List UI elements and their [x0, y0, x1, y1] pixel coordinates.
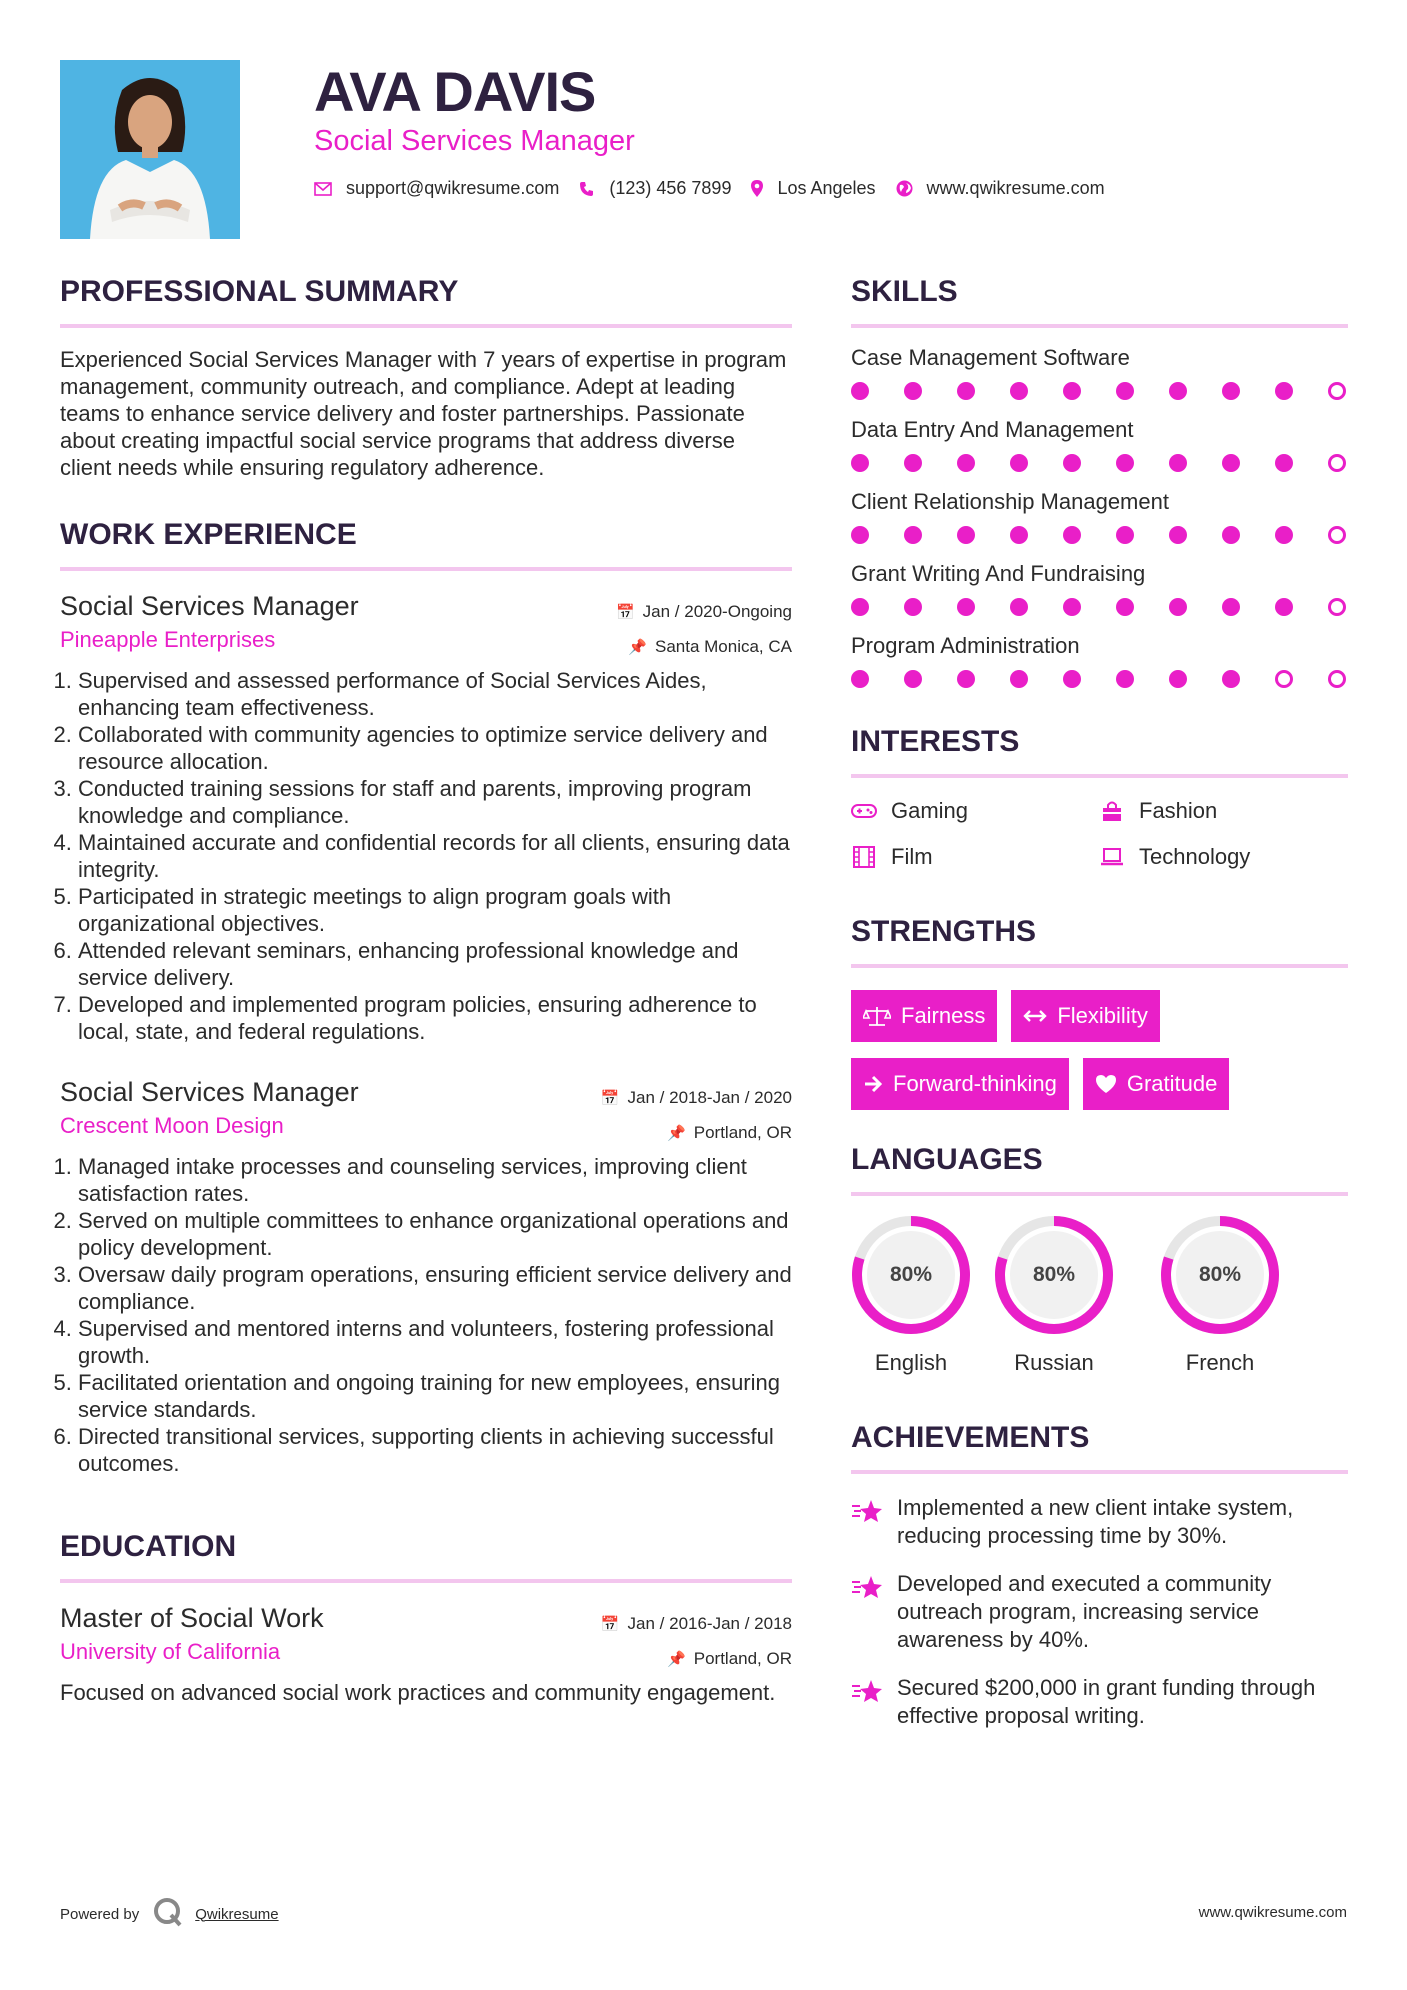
list-item: 4. Maintained accurate and confidential records for all clients, ensuring data integrity.	[78, 829, 792, 883]
interest-item	[1099, 842, 1347, 872]
job-duties	[60, 1153, 792, 1477]
job-duties	[60, 667, 792, 1045]
phone-icon	[579, 181, 595, 197]
section-divider	[851, 964, 1348, 968]
languages-list	[851, 1214, 1348, 1378]
education-location: Portland, OR	[693, 1649, 792, 1668]
section-divider	[60, 324, 792, 328]
section-divider	[60, 567, 792, 571]
skill-item	[851, 344, 1348, 400]
rating-dot-filled	[1222, 382, 1240, 400]
left-column	[60, 272, 792, 1706]
footer-website[interactable]: www.qwikresume.com	[1198, 1904, 1347, 1921]
skill-item	[851, 632, 1348, 688]
skill-rating	[851, 598, 1348, 616]
section-title: PROFESSIONAL SUMMARY	[60, 275, 459, 308]
skill-name: Client Relationship Management	[851, 489, 1169, 514]
contact-website[interactable]: www.qwikresume.com	[926, 178, 1105, 198]
rating-dot-filled	[957, 382, 975, 400]
language-percent: 80%	[889, 1263, 933, 1286]
strength-label: Fairness	[901, 1003, 986, 1028]
achievement-item	[851, 1570, 1348, 1654]
job-dates: Jan / 2018-Jan / 2020	[627, 1088, 792, 1107]
achievement-text: Secured $200,000 in grant funding through effective proposal writing.	[897, 1675, 1316, 1728]
rating-dot-filled	[1010, 454, 1028, 472]
arrow-right-icon	[863, 1075, 883, 1093]
balance-scale-icon	[863, 1005, 891, 1027]
skill-rating	[851, 526, 1348, 544]
rating-dot-filled	[851, 526, 869, 544]
list-item: 1. Supervised and assessed performance of Social Services Aides, enhancing team effectiveness.	[78, 667, 792, 721]
rating-dot-empty	[1328, 670, 1346, 688]
rating-dot-filled	[957, 526, 975, 544]
achievements-section	[851, 1418, 1348, 1730]
skill-name: Program Administration	[851, 633, 1080, 658]
rating-dot-filled	[1222, 526, 1240, 544]
rating-dot-filled	[851, 382, 869, 400]
candidate-role: Social Services Manager	[314, 125, 635, 157]
skill-item	[851, 488, 1348, 544]
rating-dot-filled	[1063, 670, 1081, 688]
education-description: Focused on advanced social work practices and community engagement.	[60, 1680, 776, 1705]
rating-dot-filled	[904, 670, 922, 688]
shooting-star-icon	[851, 1494, 885, 1550]
contact-location: Los Angeles	[777, 178, 876, 198]
rating-dot-filled	[1116, 382, 1134, 400]
job-entry	[60, 589, 792, 1045]
rating-dot-filled	[851, 670, 869, 688]
rating-dot-filled	[1010, 598, 1028, 616]
education-entry	[60, 1601, 792, 1706]
interest-label: Film	[891, 844, 933, 869]
interests-grid	[851, 796, 1348, 872]
achievement-item	[851, 1674, 1348, 1730]
rating-dot-filled	[957, 454, 975, 472]
section-title: SKILLS	[851, 275, 958, 308]
rating-dot-filled	[1063, 454, 1081, 472]
list-item: 3. Conducted training sessions for staff and parents, improving program knowledge and compliance.	[78, 775, 792, 829]
laptop-icon	[1099, 844, 1125, 870]
strength-label: Forward-thinking	[893, 1071, 1057, 1096]
rating-dot-filled	[1222, 670, 1240, 688]
language-item	[971, 1214, 1137, 1378]
list-item: 7. Developed and implemented program policies, ensuring adherence to local, state, and federal regulations.	[78, 991, 792, 1045]
rating-dot-filled	[1275, 598, 1293, 616]
skills-list	[851, 344, 1348, 688]
education-section	[60, 1527, 792, 1706]
rating-dot-filled	[1169, 598, 1187, 616]
film-icon	[851, 844, 877, 870]
shopping-bag-icon	[1099, 798, 1125, 824]
section-divider	[851, 1470, 1348, 1474]
language-percent: 80%	[1032, 1263, 1076, 1286]
globe-icon	[896, 180, 913, 197]
interest-item	[851, 796, 1099, 826]
strength-badge	[851, 1058, 1069, 1110]
job-location: Portland, OR	[693, 1123, 792, 1142]
arrows-horizontal-icon	[1023, 1009, 1047, 1023]
section-title: WORK EXPERIENCE	[60, 518, 357, 551]
strength-label: Gratitude	[1126, 1071, 1218, 1096]
strengths-list	[851, 990, 1348, 1110]
rating-dot-filled	[904, 454, 922, 472]
skill-name: Grant Writing And Fundraising	[851, 561, 1146, 586]
list-item: 3. Oversaw daily program operations, ensuring efficient service delivery and compliance.	[78, 1261, 792, 1315]
list-item: 4. Supervised and mentored interns and volunteers, fostering professional growth.	[78, 1315, 792, 1369]
language-item	[851, 1214, 971, 1378]
strength-badge	[851, 990, 997, 1042]
job-company: Crescent Moon Design	[60, 1113, 284, 1138]
rating-dot-filled	[1222, 598, 1240, 616]
shooting-star-icon	[851, 1674, 885, 1730]
language-name: Russian	[1014, 1350, 1094, 1375]
interest-item	[851, 842, 1099, 872]
skill-item	[851, 560, 1348, 616]
languages-section	[851, 1140, 1348, 1378]
strengths-section	[851, 912, 1348, 1110]
summary-section	[60, 272, 792, 481]
job-company: Pineapple Enterprises	[60, 627, 276, 652]
powered-by-label: Powered by	[60, 1905, 140, 1923]
section-title: STRENGTHS	[851, 915, 1037, 948]
right-column	[851, 272, 1348, 1730]
rating-dot-filled	[851, 598, 869, 616]
rating-dot-filled	[1222, 454, 1240, 472]
rating-dot-empty	[1275, 670, 1293, 688]
rating-dot-filled	[851, 454, 869, 472]
list-item: 6. Directed transitional services, supporting clients in achieving successful outcomes.	[78, 1423, 792, 1477]
school-name: University of California	[60, 1639, 281, 1664]
skill-name: Case Management Software	[851, 345, 1130, 370]
rating-dot-empty	[1328, 454, 1346, 472]
section-title: ACHIEVEMENTS	[851, 1421, 1090, 1454]
language-progress-ring	[993, 1214, 1115, 1336]
rating-dot-filled	[1116, 454, 1134, 472]
job-meta	[601, 1081, 792, 1151]
section-title: EDUCATION	[60, 1530, 237, 1563]
contact-phone[interactable]: (123) 456 7899	[609, 178, 732, 198]
rating-dot-filled	[1063, 526, 1081, 544]
rating-dot-filled	[1169, 454, 1187, 472]
job-meta	[616, 595, 792, 665]
rating-dot-filled	[1169, 382, 1187, 400]
rating-dot-filled	[1116, 526, 1134, 544]
footer-powered-by	[60, 1897, 279, 1931]
degree-title: Master of Social Work	[60, 1603, 324, 1633]
achievement-text: Implemented a new client intake system, reducing processing time by 30%.	[897, 1495, 1294, 1548]
calendar-icon: 📅	[600, 1616, 620, 1633]
job-location: Santa Monica, CA	[654, 637, 792, 656]
heart-icon	[1095, 1074, 1117, 1094]
list-item: 5. Facilitated orientation and ongoing training for new employees, ensuring service standards.	[78, 1369, 792, 1423]
rating-dot-filled	[1169, 526, 1187, 544]
rating-dot-filled	[904, 598, 922, 616]
job-title: Social Services Manager	[60, 1077, 359, 1107]
skill-item	[851, 416, 1348, 472]
pin-icon: 📌	[628, 639, 647, 656]
pin-icon: 📌	[667, 1651, 686, 1668]
language-name: English	[874, 1350, 948, 1375]
shooting-star-icon	[851, 1570, 885, 1654]
rating-dot-filled	[1116, 598, 1134, 616]
skill-name: Data Entry And Management	[851, 417, 1134, 442]
skill-rating	[851, 454, 1348, 472]
skill-rating	[851, 670, 1348, 688]
rating-dot-filled	[1010, 382, 1028, 400]
list-item: 1. Managed intake processes and counseling services, improving client satisfaction rates.	[78, 1153, 792, 1207]
interest-label: Gaming	[891, 798, 969, 823]
experience-section	[60, 515, 792, 1477]
interest-item	[1099, 796, 1347, 826]
interests-section	[851, 722, 1348, 872]
rating-dot-empty	[1328, 382, 1346, 400]
contact-email[interactable]: support@qwikresume.com	[346, 178, 560, 198]
rating-dot-empty	[1328, 526, 1346, 544]
rating-dot-filled	[1275, 454, 1293, 472]
summary-text: Experienced Social Services Manager with 7 years of expertise in program management, community outreach, and compliance. Adept at leading teams to enhance service delivery and foster partnerships. Passionate about creating impactful social service programs that address diverse client needs while ensuring regulatory adherence.	[60, 347, 787, 480]
list-item: 2. Collaborated with community agencies to optimize service delivery and resource allocation.	[78, 721, 792, 775]
job-entry	[60, 1075, 792, 1477]
calendar-icon: 📅	[615, 604, 635, 621]
language-name: French	[1185, 1350, 1255, 1375]
rating-dot-filled	[1169, 670, 1187, 688]
rating-dot-filled	[904, 382, 922, 400]
section-divider	[851, 324, 1348, 328]
job-dates: Jan / 2020-Ongoing	[642, 602, 792, 621]
achievement-text: Developed and executed a community outreach program, increasing service awareness by 40%.	[897, 1571, 1272, 1652]
qwikresume-logo-icon	[153, 1897, 183, 1931]
profile-photo-illustration	[60, 60, 240, 239]
rating-dot-filled	[1063, 382, 1081, 400]
rating-dot-filled	[1275, 382, 1293, 400]
job-title: Social Services Manager	[60, 591, 359, 621]
interest-label: Technology	[1139, 844, 1251, 869]
brand-link[interactable]: Qwikresume	[195, 1905, 279, 1923]
section-title: INTERESTS	[851, 725, 1020, 758]
language-percent: 80%	[1198, 1263, 1242, 1286]
skills-section	[851, 272, 1348, 688]
language-item	[1137, 1214, 1303, 1378]
section-divider	[851, 1192, 1348, 1196]
strength-badge	[1083, 1058, 1230, 1110]
section-title: LANGUAGES	[851, 1143, 1043, 1176]
section-divider	[851, 774, 1348, 778]
language-progress-ring	[1159, 1214, 1281, 1336]
rating-dot-filled	[957, 670, 975, 688]
education-meta	[601, 1607, 792, 1677]
rating-dot-filled	[1116, 670, 1134, 688]
section-divider	[60, 1579, 792, 1583]
list-item: 6. Attended relevant seminars, enhancing professional knowledge and service delivery.	[78, 937, 792, 991]
education-dates: Jan / 2016-Jan / 2018	[627, 1614, 792, 1633]
map-marker-icon	[751, 180, 763, 197]
rating-dot-filled	[1010, 670, 1028, 688]
skill-rating	[851, 382, 1348, 400]
list-item: 2. Served on multiple committees to enhance organizational operations and policy development.	[78, 1207, 792, 1261]
rating-dot-filled	[1063, 598, 1081, 616]
strength-badge	[1011, 990, 1159, 1042]
envelope-icon	[314, 182, 332, 196]
interest-label: Fashion	[1139, 798, 1218, 823]
list-item: 5. Participated in strategic meetings to align program goals with organizational objectives.	[78, 883, 792, 937]
language-progress-ring	[850, 1214, 972, 1336]
rating-dot-filled	[904, 526, 922, 544]
rating-dot-filled	[957, 598, 975, 616]
contact-row	[314, 178, 1125, 199]
strength-label: Flexibility	[1057, 1003, 1148, 1028]
calendar-icon: 📅	[600, 1090, 620, 1107]
candidate-name: AVA DAVIS	[314, 60, 596, 123]
profile-photo	[60, 60, 240, 239]
rating-dot-filled	[1010, 526, 1028, 544]
achievement-item	[851, 1494, 1348, 1550]
rating-dot-filled	[1275, 526, 1293, 544]
gamepad-icon	[851, 798, 877, 824]
rating-dot-empty	[1328, 598, 1346, 616]
pin-icon: 📌	[667, 1125, 686, 1142]
